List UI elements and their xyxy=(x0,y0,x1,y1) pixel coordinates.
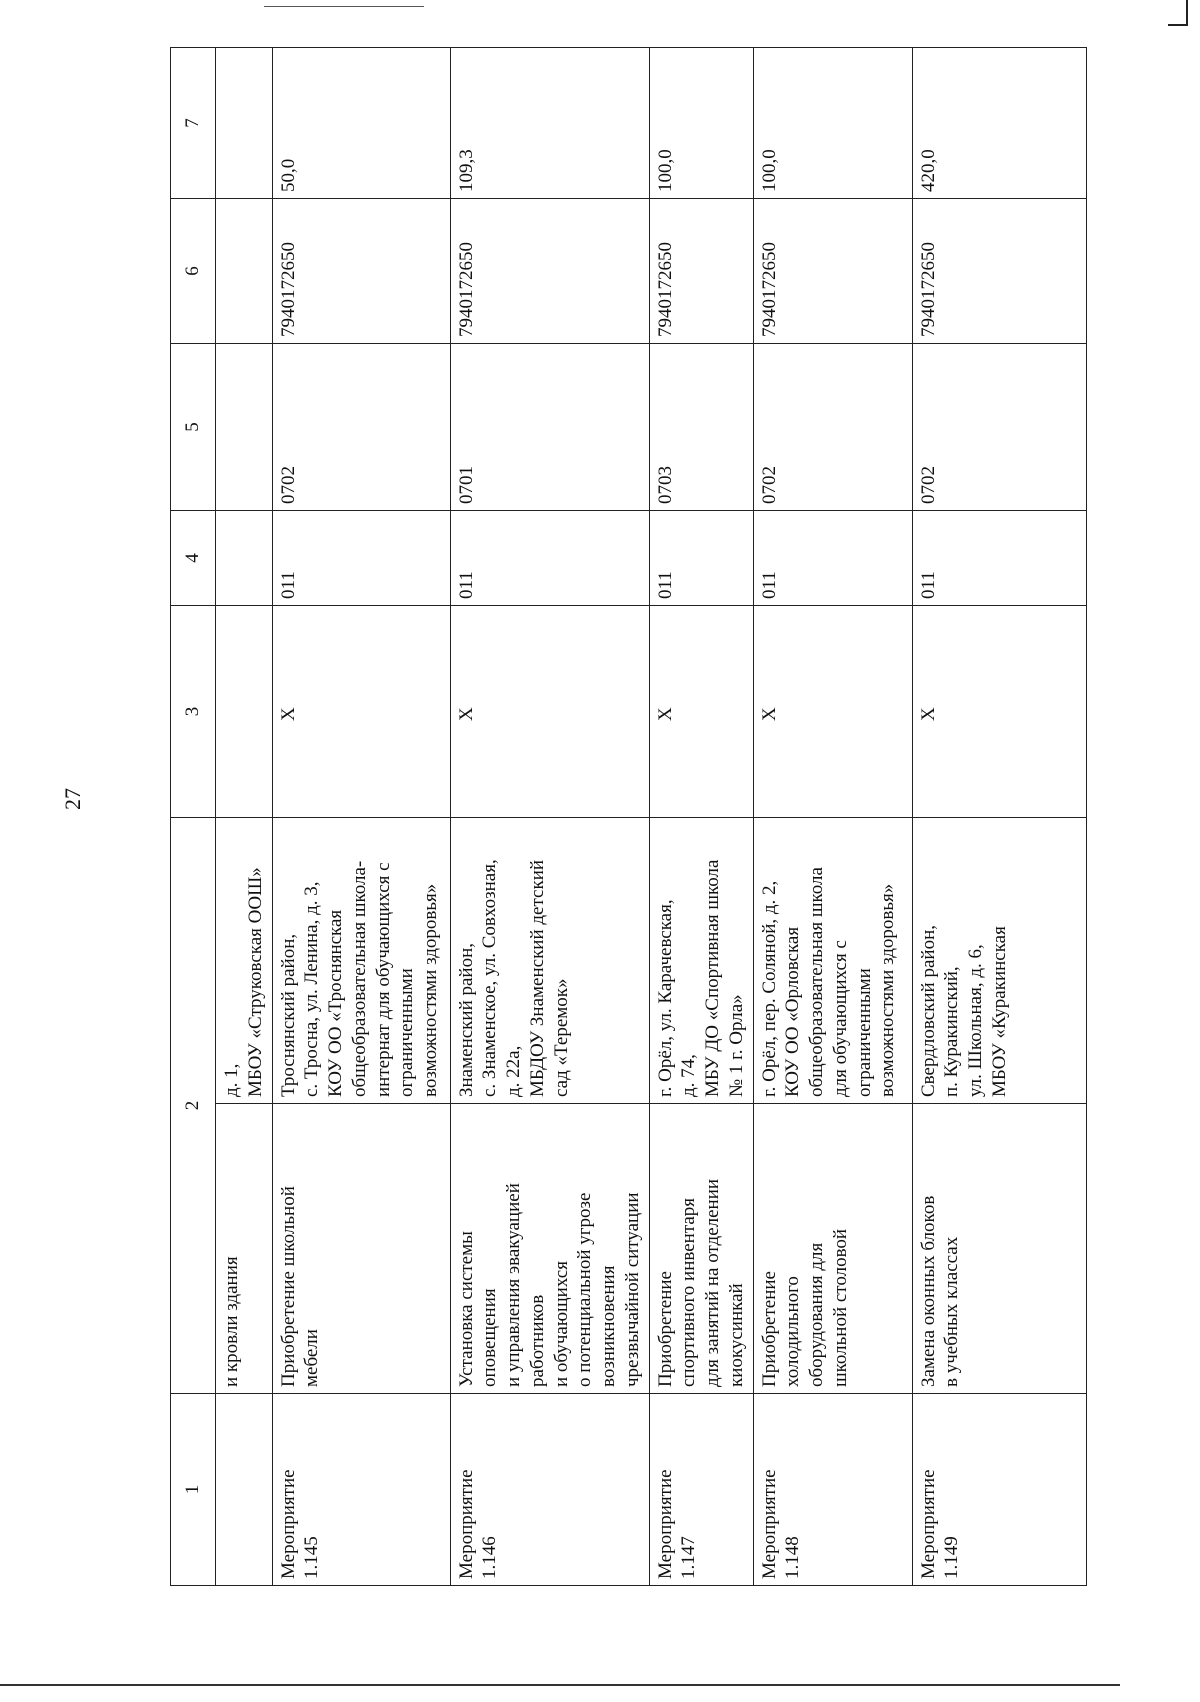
cell-name xyxy=(649,1104,753,1394)
cell-name: и кровли здания xyxy=(216,1104,273,1394)
cell-line: МБДОУ Знаменский детский xyxy=(526,859,548,1097)
cell-code-6: 7940172650 xyxy=(649,199,753,344)
cell-line: для обучающихся с xyxy=(829,940,851,1097)
table-row xyxy=(450,48,649,1586)
cell-event xyxy=(912,1394,1086,1586)
header-cell: 3 xyxy=(171,606,216,818)
cell-code-4 xyxy=(216,511,273,606)
cell-line: в учебных классах xyxy=(941,1236,963,1387)
cell-amount: 50,0 xyxy=(272,48,450,199)
cell-line: г. Орёл, пер. Соляной, д. 2, xyxy=(758,880,780,1097)
cell-line: Троснянский район, xyxy=(277,933,299,1097)
cell-x: Х xyxy=(753,606,912,818)
header-cell: 6 xyxy=(171,199,216,344)
cell-line: Мероприятие xyxy=(654,1469,676,1579)
cell-x: Х xyxy=(450,606,649,818)
cell-line: ограниченными xyxy=(396,968,418,1097)
table-body xyxy=(171,48,1087,1586)
cell-line: чрезвычайной ситуации xyxy=(621,1192,643,1387)
rotated-table-container xyxy=(170,48,1080,1586)
cell-amount: 100,0 xyxy=(753,48,912,199)
table-row xyxy=(272,48,450,1586)
cell-line: общеобразовательная школа xyxy=(806,867,827,1097)
cell-line: ул. Школьная, д. 6, xyxy=(965,944,986,1097)
table-row xyxy=(753,48,912,1586)
cell-line: г. Орёл, ул. Карачевская, xyxy=(654,899,676,1097)
cell-line: сад «Теремок» xyxy=(550,978,572,1097)
scan-artifact-right xyxy=(1186,0,1188,26)
cell-line: и управления эвакуацией xyxy=(503,1183,524,1387)
cell-code-4: 011 xyxy=(272,511,450,606)
header-row xyxy=(171,48,216,1586)
cell-line: Замена оконных блоков xyxy=(917,1195,939,1387)
cell-line: Свердловский район, xyxy=(917,925,939,1097)
cell-x: Х xyxy=(649,606,753,818)
cell-line: 1.149 xyxy=(941,1536,963,1579)
cell-code-4: 011 xyxy=(450,511,649,606)
cell-line: с. Знаменское, ул. Совхозная, xyxy=(479,859,501,1097)
cell-line: 1.148 xyxy=(782,1536,804,1579)
cell-line: спортивного инвентаря xyxy=(678,1197,700,1387)
table-row xyxy=(912,48,1086,1586)
cell-name xyxy=(272,1104,450,1394)
scan-artifact-bottom xyxy=(0,1684,1120,1686)
cell-code-5: 0703 xyxy=(649,344,753,511)
cell-address xyxy=(912,818,1086,1104)
cell-x: Х xyxy=(912,606,1086,818)
cell-line: оборудования для xyxy=(806,1242,827,1387)
cell-line: 1.147 xyxy=(678,1536,700,1579)
cell-line: МБУ ДО «Спортивная школа xyxy=(702,859,723,1097)
cell-event xyxy=(753,1394,912,1586)
cell-line: общеобразовательная школа- xyxy=(348,860,370,1097)
cell-address xyxy=(753,818,912,1104)
cell-line: Мероприятие xyxy=(917,1469,939,1579)
cell-event xyxy=(649,1394,753,1586)
header-cell: 4 xyxy=(171,511,216,606)
cell-line: Приобретение школьной xyxy=(277,1186,299,1387)
cell-line: Мероприятие xyxy=(277,1469,299,1579)
cell-x xyxy=(216,606,273,818)
cell-line: МБОУ «Куракинская xyxy=(988,926,1010,1097)
cell-line: возможностями здоровья» xyxy=(877,883,899,1097)
cell-event xyxy=(450,1394,649,1586)
cell-code-6: 7940172650 xyxy=(272,199,450,344)
cell-code-4: 011 xyxy=(649,511,753,606)
scan-artifact-top xyxy=(264,6,424,7)
cell-line: Знаменский район, xyxy=(455,942,477,1097)
continuation-row xyxy=(216,48,273,1586)
cell-line: Мероприятие xyxy=(758,1469,780,1579)
cell-line: с. Тросна, ул. Ленина, д. 3, xyxy=(301,881,323,1097)
cell-code-6: 7940172650 xyxy=(450,199,649,344)
cell-event xyxy=(216,1394,273,1586)
cell-code-5: 0702 xyxy=(912,344,1086,511)
cell-line: работников xyxy=(526,1294,548,1387)
cell-name xyxy=(753,1104,912,1394)
header-cell: 7 xyxy=(171,48,216,199)
cell-amount: 109,3 xyxy=(450,48,649,199)
cell-line: № 1 г. Орла» xyxy=(725,994,747,1097)
cell-code-4: 011 xyxy=(753,511,912,606)
cell-code-6: 7940172650 xyxy=(912,199,1086,344)
budget-table xyxy=(170,47,1087,1586)
cell-x: Х xyxy=(272,606,450,818)
cell-address xyxy=(272,818,450,1104)
cell-address xyxy=(450,818,649,1104)
cell-code-5: 0701 xyxy=(450,344,649,511)
cell-line: и обучающихся xyxy=(550,1261,572,1387)
cell-line: Приобретение xyxy=(654,1271,676,1387)
cell-line: МБОУ «Струковская ООШ» xyxy=(244,867,266,1097)
cell-code-6 xyxy=(216,199,273,344)
cell-code-4: 011 xyxy=(912,511,1086,606)
cell-line: киокусинкай xyxy=(725,1283,747,1387)
cell-line: п. Куракинский, xyxy=(941,966,963,1097)
cell-line: оповещения xyxy=(479,1288,501,1387)
cell-line: интернат для обучающихся с xyxy=(372,862,394,1097)
cell-name xyxy=(912,1104,1086,1394)
table-row xyxy=(649,48,753,1586)
cell-line: холодильного xyxy=(782,1276,804,1387)
cell-code-5 xyxy=(216,344,273,511)
cell-code-6: 7940172650 xyxy=(753,199,912,344)
cell-line: для занятий на отделении xyxy=(702,1178,723,1387)
header-cell: 2 xyxy=(171,818,216,1394)
cell-line: д. 1, xyxy=(221,1063,242,1097)
cell-line: Установка системы xyxy=(455,1231,477,1387)
scan-artifact-hook xyxy=(1168,24,1188,26)
cell-line: возможностями здоровья» xyxy=(420,883,441,1097)
cell-line: возникновения xyxy=(598,1265,619,1387)
cell-line: Приобретение xyxy=(758,1271,780,1387)
cell-event xyxy=(272,1394,450,1586)
cell-code-5: 0702 xyxy=(272,344,450,511)
cell-line: 1.145 xyxy=(301,1536,323,1579)
header-cell: 5 xyxy=(171,344,216,511)
cell-line: д. 22а, xyxy=(503,1045,524,1097)
cell-name xyxy=(450,1104,649,1394)
cell-amount: 100,0 xyxy=(649,48,753,199)
cell-amount xyxy=(216,48,273,199)
cell-address xyxy=(649,818,753,1104)
cell-amount: 420,0 xyxy=(912,48,1086,199)
header-cell: 1 xyxy=(171,1394,216,1586)
cell-line: школьной столовой xyxy=(829,1228,851,1387)
cell-code-5: 0702 xyxy=(753,344,912,511)
cell-line: ограниченными xyxy=(853,968,875,1097)
cell-line: Мероприятие xyxy=(455,1469,477,1579)
cell-line: 1.146 xyxy=(479,1536,501,1579)
cell-line: КОУ ОО «Троснянская xyxy=(325,909,346,1097)
cell-line: мебели xyxy=(301,1329,323,1387)
cell-line: КОУ ОО «Орловская xyxy=(782,926,804,1097)
cell-address xyxy=(216,818,273,1104)
page-number: 27 xyxy=(60,788,85,810)
cell-line: д. 74, xyxy=(678,1054,700,1097)
cell-line: о потенциальной угрозе xyxy=(574,1192,596,1387)
